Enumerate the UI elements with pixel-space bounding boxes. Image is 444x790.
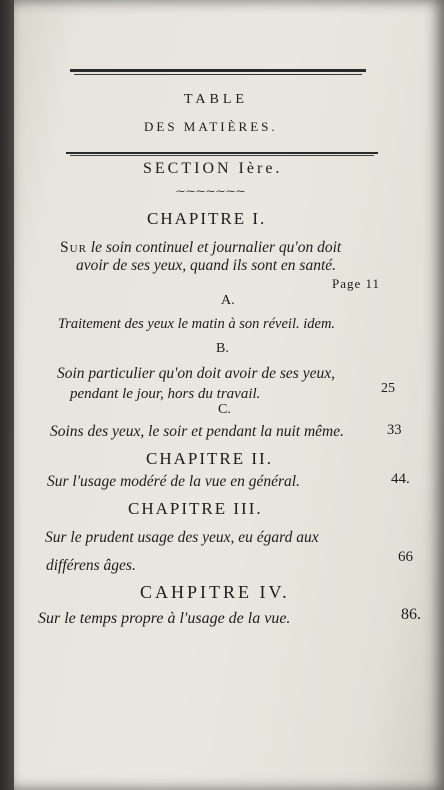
subsection-c-label: C. [218,402,231,417]
chapter-4-page: 86. [401,606,421,623]
subsection-a-label: A. [221,293,235,308]
chapter-4-line: Sur le temps propre à l'usage de la vue. [38,610,291,627]
subsection-c-line: Soins des yeux, le soir et pendant la nuit même. [50,423,345,440]
chapter-2-heading: CHAPITRE II. [146,449,273,468]
chapter-1-line-1 [60,239,341,257]
chapter-3-line-1: Sur le prudent usage des yeux, eu égard aux [45,529,319,546]
middle-rule [66,152,378,154]
subsection-b-label: B. [216,341,229,356]
top-rule-thin [74,74,362,75]
chapter-3-page: 66 [398,549,413,565]
chapter-1-heading: CHAPITRE I. [147,209,267,228]
chapter-2-line: Sur l'usage modéré de la vue en général. [47,473,300,490]
title-table: TABLE [184,92,248,107]
middle-rule-thin [70,155,374,156]
chapter-1-line-2: avoir de ses yeux, quand ils sont en santé. [76,257,337,274]
chapter-1-first-word: Sur [60,239,87,256]
chapter-3-line-2: différens âges. [46,557,136,574]
subsection-b-page: 25 [381,381,395,396]
chapter-1-line-1-rest: le soin continuel et journalier qu'on doit [86,239,342,256]
chapter-2-page: 44. [391,471,410,487]
section-heading: SECTION Ière. [143,160,283,177]
ornament-divider: ⁓⁓⁓⁓⁓⁓⁓ [176,187,246,197]
chapter-3-heading: CHAPITRE III. [128,499,263,518]
chapter-4-heading: CAHPITRE IV. [140,582,290,602]
subsection-a-line: Traitement des yeux le matin à son réveil. idem. [58,316,336,332]
subsection-c-page: 33 [387,422,402,438]
top-rule [70,69,366,72]
chapter-1-page: Page 11 [332,276,381,291]
subsection-b-line-2: pendant le jour, hors du travail. [70,386,261,402]
subsection-b-line-1: Soin particulier qu'on doit avoir de ses yeux, [57,365,335,382]
title-des-matieres: DES MATIÈRES. [144,119,278,134]
